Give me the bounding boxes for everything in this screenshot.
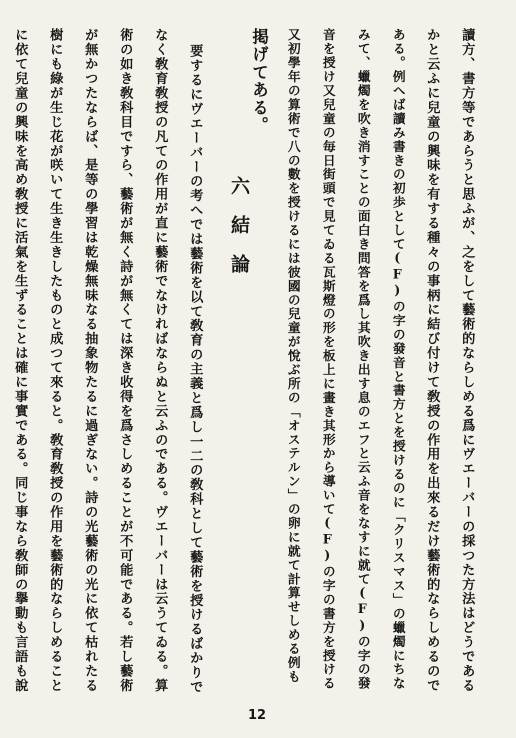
text-line: かと云ふに兒童の興味を有する種々の事柄に結び付けて敎授の作用を出來るだけ藝術的ならしめるので: [424, 28, 440, 693]
text-line: 要するにヴエーバーの考へでは藝術を以て敎育の主義と爲し一二の敎科として藝術を授けるばかりで: [187, 44, 203, 695]
text-line: 讀方、書方等であらうと思ふが、之をして藝術的ならしめる爲にヴエーバーの採つた方法はどうである: [459, 28, 475, 693]
page-number: 12: [248, 708, 267, 723]
text-line: が無かつたならば、是等の學習は乾燥無味なる抽象物たるに過ぎない。詩の光藝術の光に依て枯れたる: [82, 28, 98, 693]
text-line: なく敎育敎授の凡ての作用が直に藝術でなければならぬと云ふのである。ヴエーバーは云うてゐる。算: [152, 28, 168, 693]
text-line: 又初學年の算術で八の數を授けるには彼國の兒童が悅ぶ所の「オステルン」の卵に就て計算せしめる例も: [284, 28, 300, 684]
text-line: 掲げてある。: [249, 28, 269, 135]
text-line: 樹にも綠が生じ花が咲いて生き生きしたものと成つて來ると。敎育敎授の作用を藝術的ならしめること: [47, 28, 63, 693]
section-heading: 六結論: [228, 176, 250, 293]
text-line: に依て兒童の興味を高め敎授に活氣を生ずることは確に事實である。同じ事なら敎師の擧動も言語も說: [12, 28, 28, 693]
text-line: ある。例へば讀み書きの初歩として(F)の字の發音と書方とを授けるのに「クリスマス」の蠟燭にちな: [389, 28, 405, 691]
text-line: 音を授け又兒童の毎日街頭で見てゐる瓦斯燈の形を板上に畫き其形から導いて(F)の字の書方を授ける: [319, 28, 335, 691]
text-line: 術の如き敎科目ですら、藝術が無く詩が無くては深き收得を爲さしめることが不可能である。若し藝術: [117, 28, 133, 693]
text-line: みて、蠟燭を吹き消すことの面白き問答を爲し其吹き出す息のエフと云ふ音をなすに就て(F)の字の發: [354, 28, 370, 691]
